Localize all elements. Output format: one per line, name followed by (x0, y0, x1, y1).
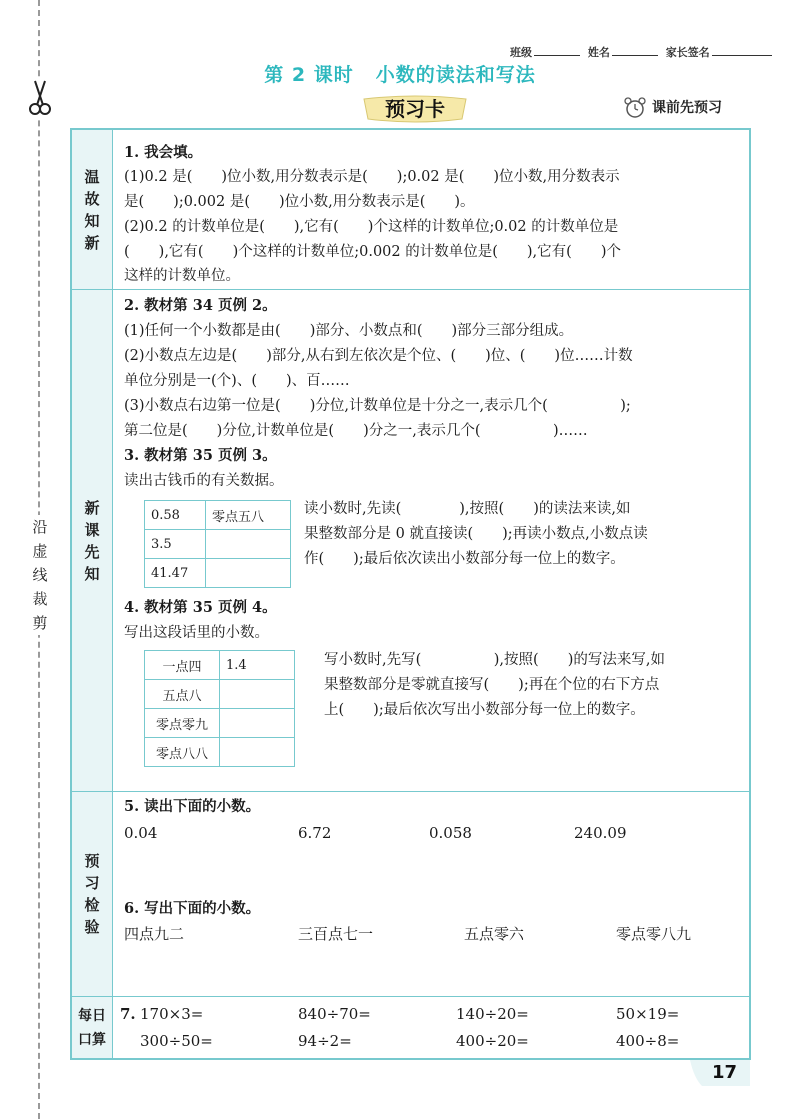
question-line: 是( );0.002 是( )位小数,用分数表示是( )。 (124, 194, 475, 210)
chinese-decimal-item: 零点零八九 (616, 925, 692, 943)
arithmetic-item: 94÷2= (298, 1032, 352, 1050)
section-label-daily (72, 997, 113, 1058)
question-line: 写出这段话里的小数。 (124, 625, 269, 641)
page-number: 17 (712, 1062, 738, 1083)
decimal-item: 6.72 (298, 824, 332, 842)
table-row (145, 651, 295, 680)
question-3-title: 3. 教材第 35 页例 3。 (124, 447, 277, 464)
table-row (145, 680, 295, 709)
question-1-title: 1. 我会填。 (124, 144, 203, 161)
header-fields (510, 44, 776, 60)
preview-tag (622, 97, 722, 119)
table-row (145, 559, 291, 588)
section-label-char: 知 (84, 211, 100, 230)
arithmetic-item: 170×3= (140, 1005, 204, 1023)
section-review (72, 130, 749, 290)
question-line: (1)任何一个小数都是由( )部分、小数点和( )部分三部分组成。 (124, 323, 574, 339)
coin-data-table (144, 500, 291, 588)
section-label-char: 新 (84, 233, 100, 252)
chinese-decimal-item: 四点九二 (124, 925, 185, 943)
table-cell: 一点四 (145, 651, 220, 680)
write-rule-line: 上( );最后依次写出小数部分每一位上的数字。 (324, 702, 645, 718)
decimal-item: 0.04 (124, 824, 158, 842)
page-title (0, 60, 800, 87)
read-rule-line: 果整数部分是 0 就直接读( );再读小数点,小数点读 (304, 526, 648, 542)
parent-signature-label: 家长签名 (665, 46, 710, 59)
section-label-char: 预 (84, 852, 100, 870)
question-line: (2)小数点左边是( )部分,从右到左依次是个位、( )位、( )位……计数 (124, 348, 633, 364)
write-rule-line: 果整数部分是零就直接写( );再在个位的右下方点 (324, 677, 660, 693)
chinese-decimal-item: 五点零六 (464, 925, 525, 943)
question-6-title: 6. 写出下面的小数。 (124, 900, 261, 917)
table-cell[interactable] (206, 530, 291, 559)
section-label-new (72, 290, 113, 791)
section-label-char: 检 (84, 896, 100, 914)
section-label-char: 先 (84, 542, 100, 561)
write-rule-line: 写小数时,先写( ),按照( )的写法来写,如 (324, 652, 665, 668)
section-label-char: 课 (84, 520, 100, 539)
name-blank (612, 44, 658, 56)
table-cell[interactable] (220, 680, 295, 709)
section-label-review (72, 130, 113, 289)
question-line: ( ),它有( )个这样的计数单位;0.002 的计数单位是( ),它有( )个 (124, 244, 621, 260)
arithmetic-item: 400÷20= (456, 1032, 529, 1050)
section-review-body (124, 130, 741, 289)
decimal-item: 0.058 (429, 824, 472, 842)
read-rule-line: 作( );最后依次读出小数部分每一位上的数字。 (304, 551, 625, 567)
question-line: (1)0.2 是( )位小数,用分数表示是( );0.02 是( )位小数,用分数表示 (124, 169, 620, 185)
section-daily (72, 997, 749, 1058)
arithmetic-item: 300÷50= (140, 1032, 213, 1050)
section-label-check (72, 792, 113, 996)
question-line: 单位分别是一(个)、( )、百…… (124, 373, 350, 389)
table-row (145, 530, 291, 559)
chinese-decimal-item: 三百点七一 (298, 925, 374, 943)
section-daily-body (120, 997, 741, 1058)
write-decimal-table (144, 650, 295, 767)
table-cell[interactable] (220, 709, 295, 738)
section-label-char: 故 (84, 189, 100, 208)
section-label-char: 温 (84, 167, 100, 186)
name-label: 姓名 (587, 46, 610, 59)
class-blank (534, 44, 580, 56)
table-cell: 0.58 (145, 501, 206, 530)
table-cell: 41.47 (145, 559, 206, 588)
section-label-char: 新 (84, 498, 100, 517)
lesson-number: 第 2 课时 (264, 64, 354, 86)
question-line: 这样的计数单位。 (124, 268, 240, 284)
card-title: 预习卡 (385, 97, 445, 121)
preview-card (70, 128, 751, 1060)
arithmetic-item: 400÷8= (616, 1032, 680, 1050)
question-line: (2)0.2 的计数单位是( ),它有( )个这样的计数单位;0.02 的计数单位是 (124, 219, 619, 235)
table-cell: 零点八八 (145, 738, 220, 767)
section-new (72, 290, 749, 792)
table-cell: 零点零九 (145, 709, 220, 738)
table-cell[interactable] (206, 559, 291, 588)
section-label-char: 知 (84, 564, 100, 583)
card-title-banner (360, 95, 470, 123)
table-cell: 零点五八 (206, 501, 291, 530)
table-cell: 五点八 (145, 680, 220, 709)
table-cell: 3.5 (145, 530, 206, 559)
table-cell: 1.4 (220, 651, 295, 680)
question-line: 读出古钱币的有关数据。 (124, 473, 284, 489)
section-check (72, 792, 749, 997)
decimal-item: 240.09 (574, 824, 627, 842)
section-label-char: 验 (84, 918, 100, 936)
lesson-topic: 小数的读法和写法 (375, 64, 536, 86)
question-line: 第二位是( )分位,计数单位是( )分之一,表示几个( )…… (124, 423, 588, 439)
alarm-clock-icon (622, 97, 648, 119)
table-row (145, 738, 295, 767)
section-label-char: 习 (84, 874, 100, 892)
section-new-body (124, 290, 741, 791)
arithmetic-item: 50×19= (616, 1005, 680, 1023)
section-label-line: 口算 (78, 1031, 106, 1048)
table-cell[interactable] (220, 738, 295, 767)
question-line: (3)小数点右边第一位是( )分位,计数单位是十分之一,表示几个( ); (124, 398, 631, 414)
table-row (145, 501, 291, 530)
question-4-title: 4. 教材第 35 页例 4。 (124, 599, 277, 616)
class-label: 班级 (510, 46, 532, 59)
arithmetic-item: 840÷70= (298, 1005, 371, 1023)
parent-signature-blank (712, 44, 772, 56)
arithmetic-item: 140÷20= (456, 1005, 529, 1023)
table-row (145, 709, 295, 738)
question-7-number: 7. (120, 1005, 136, 1023)
question-5-title: 5. 读出下面的小数。 (124, 798, 261, 815)
read-rule-line: 读小数时,先读( ),按照( )的读法来读,如 (304, 501, 631, 517)
section-label-line: 每日 (78, 1007, 106, 1024)
cut-label: 沿虚线裁剪 (29, 515, 51, 635)
question-2-title: 2. 教材第 34 页例 2。 (124, 297, 277, 314)
section-check-body (124, 792, 741, 996)
preview-tag-label: 课前先预习 (652, 100, 722, 116)
